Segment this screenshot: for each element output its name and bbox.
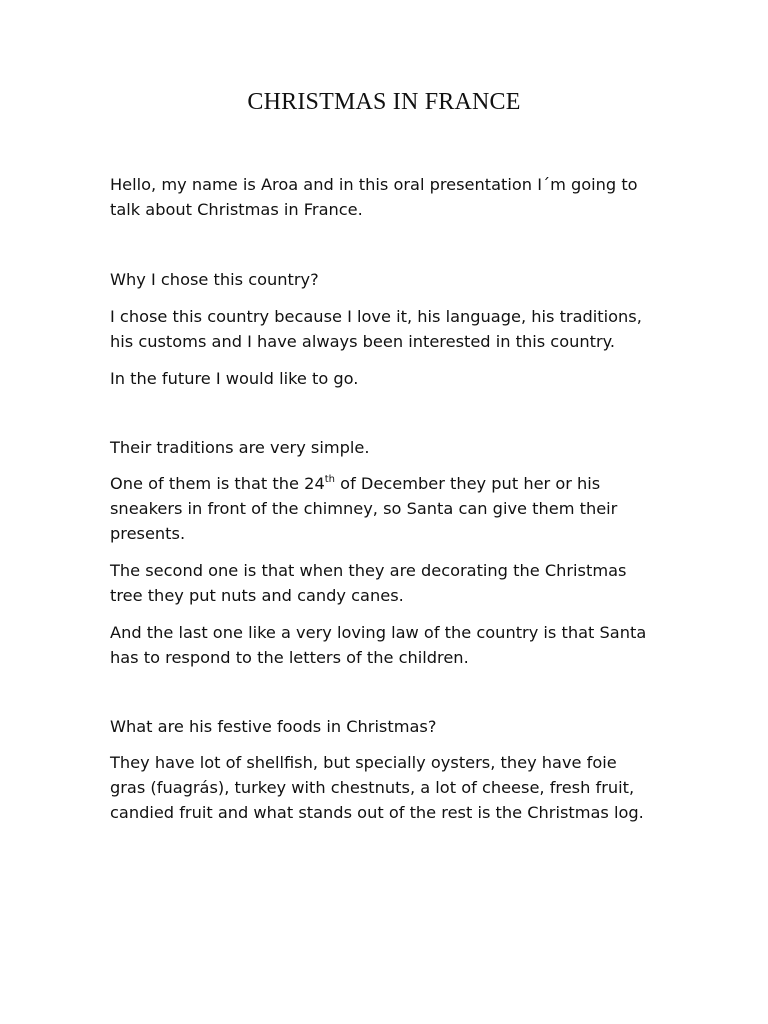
- why-answer-line-2: his customs and I have always been interested in this country.: [110, 332, 616, 351]
- foods-answer-line-2: gras (fuagrás), turkey with chestnuts, a lot of cheese, fresh fruit,: [110, 778, 635, 797]
- intro-line-2: talk about Christmas in France.: [110, 200, 363, 219]
- tradition-one-line-3: presents.: [110, 524, 186, 543]
- tradition-three-paragraph: [110, 620, 670, 670]
- why-answer-paragraph: [110, 304, 670, 354]
- tradition-one-line-1: [110, 471, 670, 496]
- tradition-three-line-2: has to respond to the letters of the children.: [110, 648, 469, 667]
- foods-answer-line-1: They have lot of shellfish, but specially oysters, they have foie: [110, 753, 617, 772]
- foods-question: [110, 714, 670, 739]
- tradition-one-text-a: One of them is that the 24: [110, 474, 325, 493]
- tradition-three-line-1: And the last one like a very loving law of the country is that Santa: [110, 623, 647, 642]
- tradition-one-paragraph: [110, 471, 670, 546]
- foods-answer-paragraph: [110, 750, 670, 825]
- why-answer-line-1: I chose this country because I love it, his language, his traditions,: [110, 307, 642, 326]
- tradition-one-line-2: sneakers in front of the chimney, so Santa can give them their: [110, 499, 618, 518]
- intro-paragraph: [110, 172, 670, 222]
- foods-question-line: What are his festive foods in Christmas?: [110, 717, 437, 736]
- future-paragraph: [110, 366, 670, 391]
- document-title: CHRISTMAS IN FRANCE: [247, 89, 521, 115]
- traditions-intro-paragraph: [110, 435, 670, 460]
- ordinal-suffix: th: [324, 473, 336, 485]
- tradition-two-line-2: tree they put nuts and candy canes.: [110, 586, 404, 605]
- tradition-one-text-b: of December they put her or his: [335, 474, 601, 493]
- tradition-two-line-1: The second one is that when they are decorating the Christmas: [110, 561, 627, 580]
- foods-answer-line-3: candied fruit and what stands out of the rest is the Christmas log.: [110, 803, 644, 822]
- future-line: In the future I would like to go.: [110, 369, 359, 388]
- why-question-line: Why I chose this country?: [110, 270, 319, 289]
- why-question: [110, 267, 670, 292]
- traditions-intro-line: Their traditions are very simple.: [110, 438, 370, 457]
- tradition-two-paragraph: [110, 558, 670, 608]
- intro-line-1: Hello, my name is Aroa and in this oral presentation I´m going to: [110, 175, 638, 194]
